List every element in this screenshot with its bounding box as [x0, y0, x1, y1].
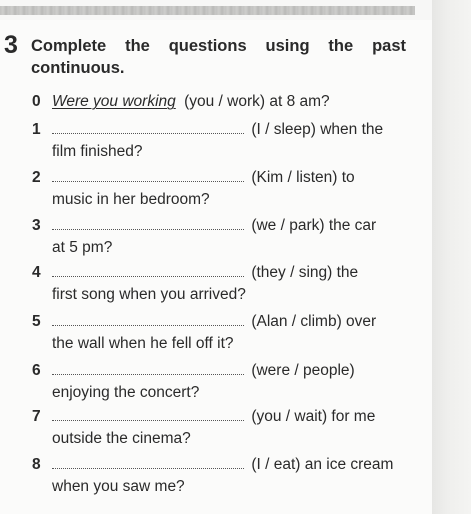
exercise-instruction: Complete the questions using the past continuous. — [31, 37, 406, 77]
question-continuation: enjoying the concert? — [52, 384, 200, 401]
question-prompt: (Alan / climb) over — [251, 313, 377, 330]
question-prompt: (they / sing) the — [251, 264, 359, 281]
question-continuation: first song when you arrived? — [52, 286, 246, 303]
question-number: 7 — [32, 408, 41, 425]
question-number: 5 — [32, 313, 41, 330]
question-continuation: outside the cinema? — [52, 430, 191, 447]
question-number: 8 — [32, 456, 41, 473]
question-prompt: (we / park) the car — [251, 217, 377, 234]
question-prompt: (I / eat) an ice cream — [251, 456, 394, 473]
question-prompt: (you / work) at 8 am? — [184, 93, 330, 110]
question-number: 2 — [32, 169, 41, 186]
question-continuation: music in her bedroom? — [52, 191, 210, 208]
answer-blank[interactable] — [52, 311, 244, 326]
question-continuation: when you saw me? — [52, 478, 185, 495]
question-number: 1 — [32, 121, 41, 138]
top-divider — [0, 6, 415, 15]
answer-blank[interactable] — [52, 119, 244, 134]
question-number: 3 — [32, 217, 41, 234]
question-number: 0 — [32, 93, 41, 110]
answer-blank[interactable] — [52, 406, 244, 421]
question-prompt: (I / sleep) when the — [251, 121, 384, 138]
question-number: 4 — [32, 264, 41, 281]
question-continuation: the wall when he fell off it? — [52, 335, 234, 352]
answer-blank[interactable] — [52, 215, 244, 230]
example-answer: Were you working — [52, 93, 176, 110]
answer-blank[interactable] — [52, 167, 244, 182]
question-continuation: at 5 pm? — [52, 239, 113, 256]
answer-blank[interactable] — [52, 360, 244, 375]
question-prompt: (you / wait) for me — [251, 408, 376, 425]
page-margin — [432, 0, 471, 514]
question-continuation: film finished? — [52, 143, 143, 160]
question-prompt: (Kim / listen) to — [251, 169, 355, 186]
answer-blank[interactable] — [52, 262, 244, 277]
question-prompt: (were / people) — [251, 362, 355, 379]
question-number: 6 — [32, 362, 41, 379]
exercise-number: 3 — [4, 31, 18, 59]
answer-blank[interactable] — [52, 454, 244, 469]
